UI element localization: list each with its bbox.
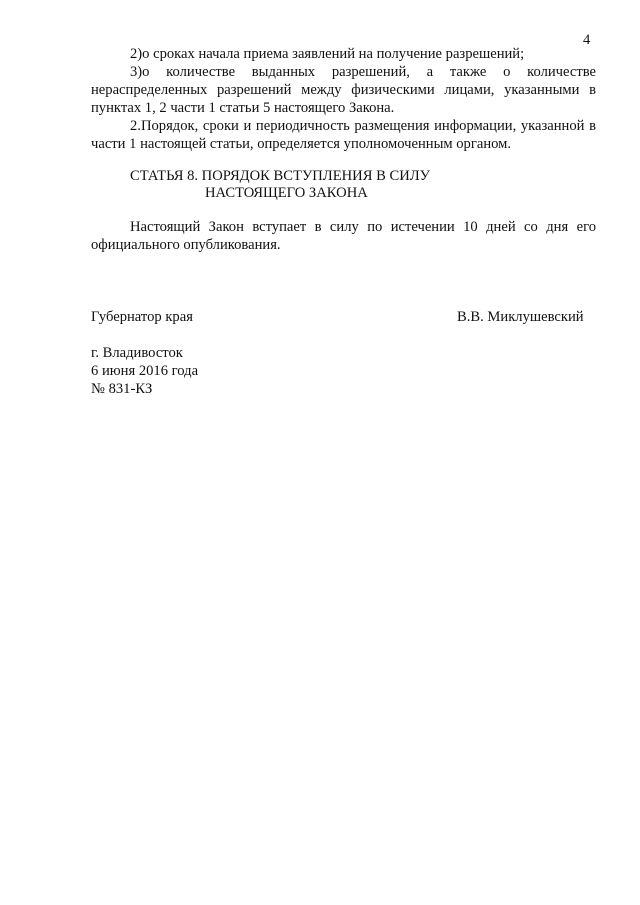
document-body: [91, 45, 596, 153]
footer-number: № 831-КЗ: [91, 381, 153, 397]
article-text: Настоящий Закон вступает в силу по истечении 10 дней со дня его официального опубликования.: [91, 219, 596, 253]
article-heading-line-2: НАСТОЯЩЕГО ЗАКОНА: [205, 185, 368, 201]
page-number: 4: [583, 32, 591, 48]
article-body: [91, 218, 596, 254]
document-footer: [91, 344, 198, 398]
footer-date: 6 июня 2016 года: [91, 363, 199, 379]
footer-city: г. Владивосток: [91, 345, 183, 361]
article-heading-line-1: СТАТЬЯ 8. ПОРЯДОК ВСТУПЛЕНИЯ В СИЛУ: [130, 168, 430, 184]
paragraph-part-2: 2.Порядок, сроки и периодичность размещения информации, указанной в части 1 настоящей статьи, определяется уполномоченным органом.: [91, 118, 596, 152]
signature-name: В.В. Миклушевский: [457, 309, 584, 325]
paragraph-list-item-2: 2)о сроках начала приема заявлений на получение разрешений;: [130, 46, 525, 62]
article-heading: [130, 168, 550, 202]
signature-title: Губернатор края: [91, 309, 193, 325]
paragraph-list-item-3: 3)о количестве выданных разрешений, а также о количестве нераспределенных разрешений между физическими лицами, указанными в пунктах 1, 2 части 1 статьи 5 настоящего Закона.: [91, 64, 596, 116]
